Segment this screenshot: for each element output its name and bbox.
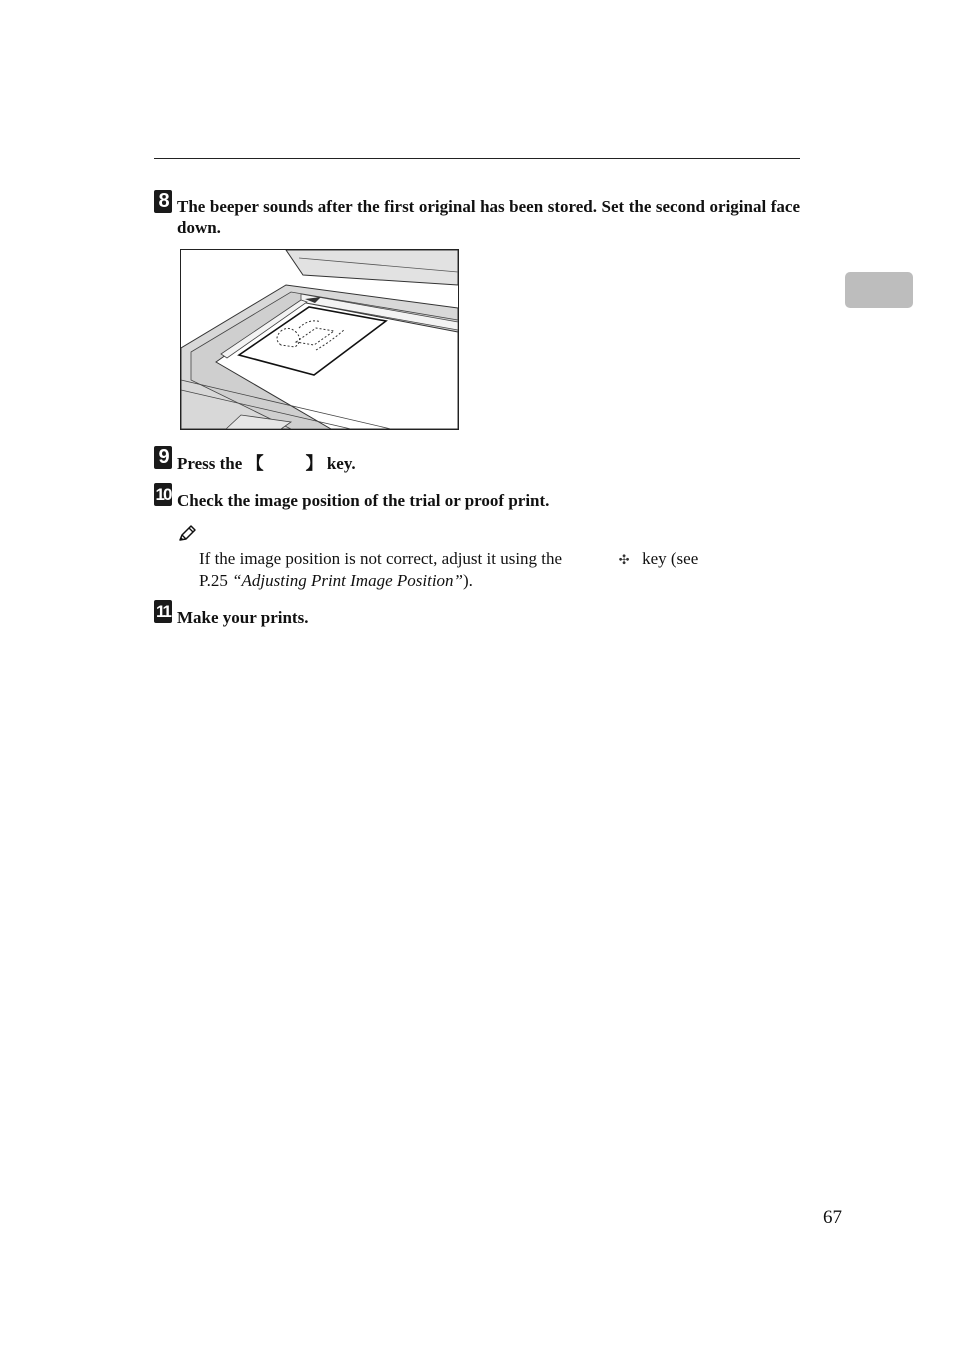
step-number-11: 11 <box>154 600 172 623</box>
note-line2-prefix: P.25 <box>199 571 228 590</box>
step-number-8: 8 <box>154 190 172 213</box>
step-9-suffix: key. <box>326 454 356 473</box>
original-on-exposure-glass-illustration <box>180 249 459 430</box>
note-line1-suffix: key (see <box>642 549 699 568</box>
page-number: 67 <box>823 1207 842 1228</box>
key-bracket-close: 】 <box>305 454 323 473</box>
note-cross-reference-link[interactable]: “Adjusting Print Image Position” <box>232 571 464 590</box>
step-10-text: Check the image position of the trial or proof print. <box>177 491 550 510</box>
step-number-10: 10 <box>155 485 171 504</box>
step-8-text: The beeper sounds after the first original has been stored. Set the second original face down. <box>177 197 800 237</box>
note-line1-prefix: If the image position is not correct, adjust it using the <box>199 549 563 568</box>
step-11-text: Make your prints. <box>177 608 309 627</box>
scanner-glass-drawing <box>181 250 458 429</box>
step-9-text <box>177 453 356 474</box>
key-bracket-open: 【 <box>246 454 264 473</box>
chapter-tab-marker <box>845 272 913 308</box>
step-9-prefix: Press the <box>177 454 243 473</box>
step-number-9: 9 <box>154 446 172 469</box>
header-rule <box>154 158 800 159</box>
note-text <box>199 548 799 591</box>
direction-arrows-icon: ✣ <box>618 552 630 567</box>
note-line2-suffix: ). <box>463 571 473 590</box>
pencil-icon <box>177 524 197 544</box>
